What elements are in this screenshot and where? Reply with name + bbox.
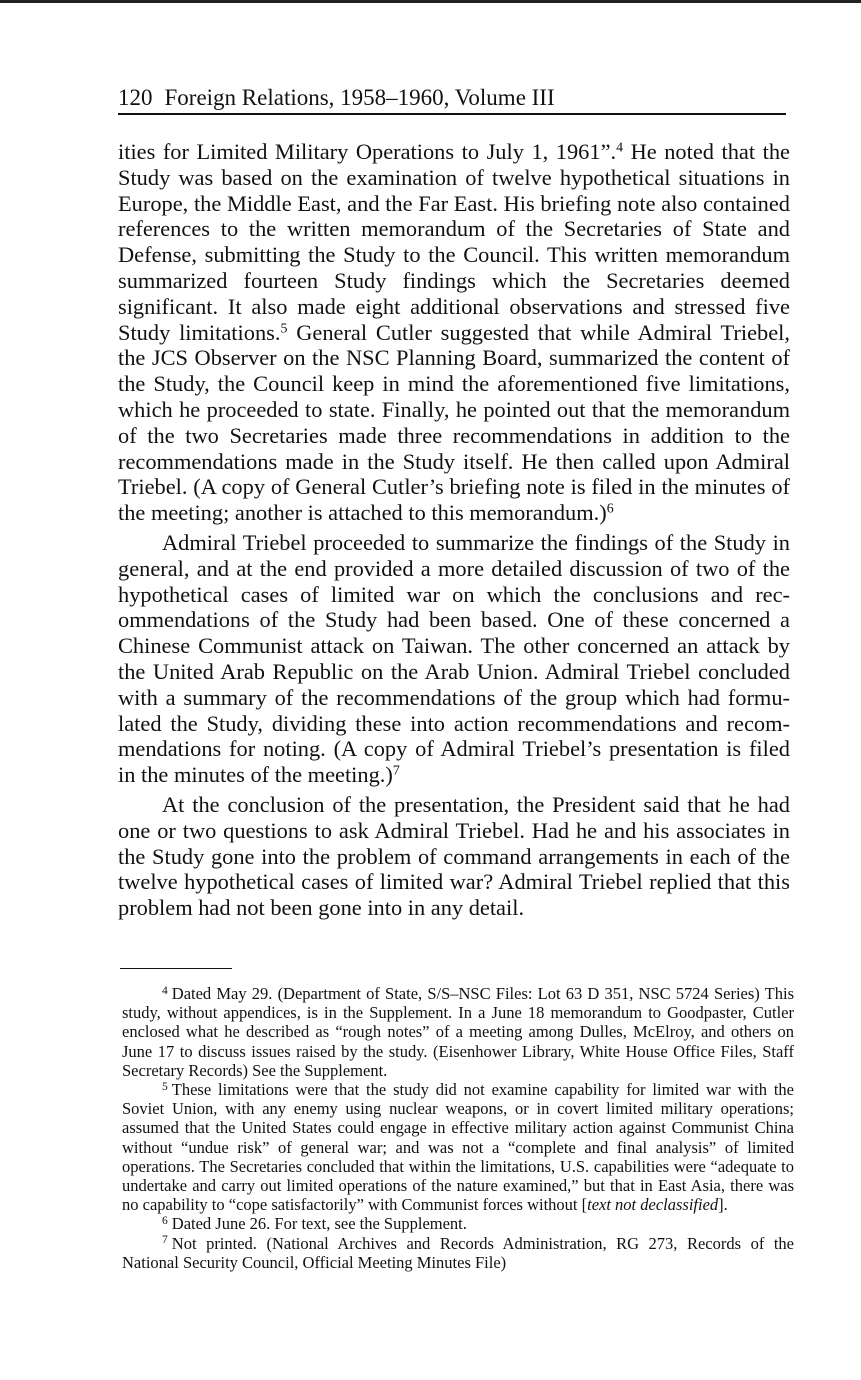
text-run: Not printed. (National Archives and Records Administration, RG 273, Records of the National Security Council, Official Meeting Minutes File) (122, 1233, 794, 1272)
body-text (118, 139, 790, 925)
footnote-reference: 6 (606, 501, 614, 517)
text-run: These limitations were that the study did not examine capability for limited war with the Soviet Union, with any enemy using nuclear weapons, or in covert limited military operations; assumed that the United States could engage in effective military action against Communist China without “undue risk” of general war; and was not a “complete and final analysis” of limited operations. The Secretaries concluded that within the limitations, U.S. capabilities were “adequate to undertake and carry out limited operations of the nature examined,” but that in East Asia, there was no capability to “cope satisfactorily” with Communist forces without [ (122, 1080, 794, 1215)
page-number: 120 (118, 85, 153, 110)
footnote-number: 7 (162, 1234, 168, 1247)
footnote-reference: 7 (392, 763, 400, 779)
footnote (122, 984, 794, 1080)
volume-title: Foreign Relations, 1958–1960, Volume III (164, 85, 555, 110)
text-run: General Cutler suggested that while Admiral Triebel, the JCS Observer on the NSC Planning Board, summarized the content of the Study, the Council keep in mind the aforementioned five limitations, which he proceeded to state. Finally, he pointed out that the memorandum of the two Secretaries made three recommendations in addition to the recommendations made in the Study itself. He then called upon Admiral Triebel. (A copy of General Cutler’s briefing note is filed in the minutes of the meeting; another is attached to this memorandum.) (118, 319, 790, 526)
text-run: Dated May 29. (Department of State, S/S–NSC Files: Lot 63 D 351, NSC 5724 Series) This study, without appendices, is in the Supplement. In a June 18 memorandum to Goodpaster, Cutler enclosed what he described as “rough notes” of a meeting among Dulles, McElroy, and others on June 17 to discuss issues raised by the study. (Eisenhower Library, White House Office Files, Staff Secretary Records) See the Supplement. (122, 984, 794, 1080)
footnote (122, 1234, 794, 1272)
footnotes (122, 984, 794, 1272)
text-run: Dated June 26. For text, see the Supplement. (171, 1214, 467, 1234)
footnote-number: 4 (162, 984, 168, 997)
footnote-number: 6 (162, 1215, 168, 1228)
header-rule (118, 113, 786, 115)
text-run: At the conclusion of the presentation, the President said that he had one or two questions to ask Admiral Triebel. Had he and his associates in the Study gone into the problem of command arrangements in each of the twelve hypothetical cases of limited war? Admiral Triebel replied that this problem had not been gone into in any detail. (118, 791, 790, 921)
text-run: ]. (718, 1195, 728, 1215)
text-run: He noted that the Study was based on the examination of twelve hypothetical situations in Europe, the Middle East, and the Far East. His briefing note also contained references to the written memorandum of the Secretaries of State and Defense, submitting the Study to the Council. This written memorandum summarized fourteen Study findings which the Secretaries deemed significant. It also made eight additional observations and stressed five Study limitations. (118, 139, 790, 345)
footnote-rule (120, 968, 232, 969)
footnote-number: 5 (162, 1080, 168, 1093)
italic-text: text not declassified (587, 1195, 719, 1215)
text-run: ities for Limited Military Operations to July 1, 1961”. (118, 139, 617, 164)
footnote (122, 1214, 794, 1233)
paragraph (118, 139, 790, 526)
paragraph (118, 530, 790, 788)
footnote-reference: 5 (280, 320, 288, 336)
footnote (122, 1080, 794, 1214)
top-edge-rule (0, 0, 861, 3)
running-header (118, 84, 786, 112)
paragraph (118, 792, 790, 921)
text-run: Admiral Triebel proceeded to summarize the findings of the Study in general, and at the end provided a more detailed discussion of two of the hypothetical cases of limited war on which the conclusions and recommendations of the Study had been based. One of these concerned a Chinese Communist attack on Taiwan. The other concerned an attack by the United Arab Republic on the Arab Union. Admiral Triebel concluded with a summary of the recommendations of the group which had formulated the Study, dividing these into action recommendations and recommendations for noting. (A copy of Admiral Triebel’s presentation is filed in the minutes of the meeting.) (118, 529, 790, 788)
footnote-reference: 4 (616, 140, 624, 156)
